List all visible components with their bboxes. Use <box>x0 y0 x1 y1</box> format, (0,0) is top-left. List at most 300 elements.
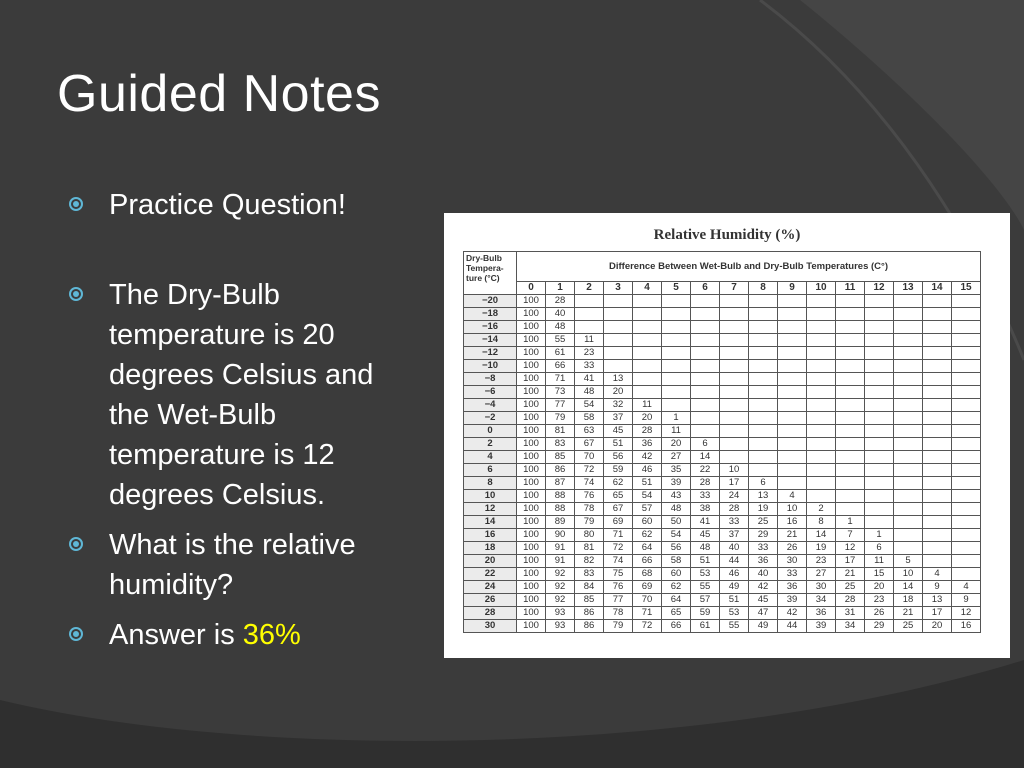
row-header: 22 <box>464 568 517 581</box>
table-cell: 65 <box>604 490 633 503</box>
table-cell: 66 <box>662 620 691 633</box>
table-cell: 47 <box>749 607 778 620</box>
table-cell <box>807 438 836 451</box>
table-cell: 49 <box>749 620 778 633</box>
table-cell <box>662 386 691 399</box>
row-header: −8 <box>464 373 517 386</box>
difference-header: Difference Between Wet-Bulb and Dry-Bulb Temperatures (C°) <box>517 252 981 282</box>
table-row <box>464 568 981 581</box>
table-cell: 43 <box>662 490 691 503</box>
table-cell: 46 <box>720 568 749 581</box>
table-row <box>464 620 981 633</box>
table-cell <box>604 321 633 334</box>
table-cell: 100 <box>517 360 546 373</box>
table-cell: 55 <box>691 581 720 594</box>
table-cell: 68 <box>633 568 662 581</box>
column-header: 4 <box>633 282 662 295</box>
table-cell <box>923 399 952 412</box>
table-cell <box>778 477 807 490</box>
table-cell: 100 <box>517 347 546 360</box>
table-cell <box>604 295 633 308</box>
table-cell <box>865 412 894 425</box>
table-cell <box>865 295 894 308</box>
table-cell <box>894 334 923 347</box>
table-cell: 100 <box>517 425 546 438</box>
table-cell <box>952 399 981 412</box>
table-cell: 65 <box>662 607 691 620</box>
table-cell: 6 <box>865 542 894 555</box>
table-cell: 40 <box>546 308 575 321</box>
table-cell: 50 <box>662 516 691 529</box>
table-cell: 100 <box>517 386 546 399</box>
table-cell: 64 <box>662 594 691 607</box>
table-cell <box>749 399 778 412</box>
table-cell: 44 <box>778 620 807 633</box>
table-cell: 85 <box>575 594 604 607</box>
table-cell: 1 <box>836 516 865 529</box>
table-cell: 6 <box>691 438 720 451</box>
column-header: 9 <box>778 282 807 295</box>
row-header: 24 <box>464 581 517 594</box>
table-cell <box>807 477 836 490</box>
table-cell <box>836 451 865 464</box>
table-cell: 17 <box>836 555 865 568</box>
table-cell <box>836 464 865 477</box>
row-header: −14 <box>464 334 517 347</box>
table-cell <box>662 308 691 321</box>
table-row <box>464 438 981 451</box>
table-cell <box>923 347 952 360</box>
table-cell: 72 <box>575 464 604 477</box>
table-cell: 79 <box>546 412 575 425</box>
table-cell: 73 <box>546 386 575 399</box>
table-cell <box>923 464 952 477</box>
table-cell <box>865 308 894 321</box>
row-header: 16 <box>464 529 517 542</box>
column-header: 3 <box>604 282 633 295</box>
table-cell: 71 <box>633 607 662 620</box>
table-cell: 82 <box>575 555 604 568</box>
table-cell <box>952 386 981 399</box>
table-cell <box>662 321 691 334</box>
table-row <box>464 334 981 347</box>
row-header: 4 <box>464 451 517 464</box>
table-cell: 100 <box>517 542 546 555</box>
table-cell: 100 <box>517 607 546 620</box>
row-header: −16 <box>464 321 517 334</box>
table-cell: 79 <box>604 620 633 633</box>
table-cell: 100 <box>517 334 546 347</box>
table-cell: 13 <box>749 490 778 503</box>
table-cell: 48 <box>546 321 575 334</box>
table-cell: 2 <box>807 503 836 516</box>
table-cell <box>836 334 865 347</box>
table-cell: 22 <box>691 464 720 477</box>
table-cell: 78 <box>604 607 633 620</box>
table-cell: 28 <box>546 295 575 308</box>
table-cell: 33 <box>575 360 604 373</box>
row-header: −4 <box>464 399 517 412</box>
row-header: −6 <box>464 386 517 399</box>
table-row <box>464 373 981 386</box>
column-header: 2 <box>575 282 604 295</box>
table-cell: 76 <box>575 490 604 503</box>
table-row <box>464 399 981 412</box>
table-cell <box>720 412 749 425</box>
table-cell <box>807 347 836 360</box>
table-cell: 76 <box>604 581 633 594</box>
table-cell: 20 <box>662 438 691 451</box>
column-header: 13 <box>894 282 923 295</box>
slide-title: Guided Notes <box>57 65 381 123</box>
table-row <box>464 477 981 490</box>
table-cell <box>575 295 604 308</box>
table-cell <box>923 308 952 321</box>
table-cell <box>836 477 865 490</box>
table-cell: 10 <box>778 503 807 516</box>
table-cell: 91 <box>546 555 575 568</box>
table-cell <box>836 295 865 308</box>
table-cell <box>807 451 836 464</box>
row-header: 2 <box>464 438 517 451</box>
table-cell <box>894 399 923 412</box>
table-cell: 19 <box>807 542 836 555</box>
table-cell: 61 <box>691 620 720 633</box>
table-cell <box>604 334 633 347</box>
table-cell <box>633 347 662 360</box>
table-cell <box>807 321 836 334</box>
table-cell: 100 <box>517 438 546 451</box>
table-cell: 20 <box>604 386 633 399</box>
table-cell: 41 <box>575 373 604 386</box>
table-cell <box>662 295 691 308</box>
table-cell: 100 <box>517 594 546 607</box>
table-cell: 6 <box>749 477 778 490</box>
table-cell: 27 <box>807 568 836 581</box>
table-cell <box>720 425 749 438</box>
table-cell <box>662 347 691 360</box>
table-cell <box>894 412 923 425</box>
table-cell: 14 <box>691 451 720 464</box>
table-cell: 29 <box>749 529 778 542</box>
table-cell <box>778 360 807 373</box>
table-cell: 21 <box>836 568 865 581</box>
table-cell: 77 <box>604 594 633 607</box>
table-cell: 14 <box>807 529 836 542</box>
table-cell <box>894 438 923 451</box>
table-cell: 36 <box>633 438 662 451</box>
table-cell <box>952 490 981 503</box>
row-header: −10 <box>464 360 517 373</box>
table-row <box>464 503 981 516</box>
table-cell: 74 <box>575 477 604 490</box>
table-cell: 92 <box>546 581 575 594</box>
table-cell: 78 <box>575 503 604 516</box>
table-cell <box>575 321 604 334</box>
table-cell: 39 <box>662 477 691 490</box>
table-cell <box>836 425 865 438</box>
table-cell <box>923 555 952 568</box>
table-cell: 20 <box>865 581 894 594</box>
table-cell: 10 <box>894 568 923 581</box>
table-cell: 20 <box>633 412 662 425</box>
table-cell <box>894 451 923 464</box>
bullet-icon <box>69 537 83 551</box>
table-cell <box>720 347 749 360</box>
table-cell <box>865 490 894 503</box>
table-cell: 40 <box>749 568 778 581</box>
table-cell <box>662 399 691 412</box>
table-cell <box>836 373 865 386</box>
table-cell: 66 <box>546 360 575 373</box>
row-header: 28 <box>464 607 517 620</box>
table-cell <box>604 308 633 321</box>
table-cell: 7 <box>836 529 865 542</box>
table-cell: 67 <box>604 503 633 516</box>
table-cell <box>807 425 836 438</box>
table-cell <box>720 386 749 399</box>
table-cell: 77 <box>546 399 575 412</box>
table-cell: 100 <box>517 399 546 412</box>
table-cell: 63 <box>575 425 604 438</box>
row-header: 12 <box>464 503 517 516</box>
table-cell: 87 <box>546 477 575 490</box>
table-row <box>464 386 981 399</box>
table-cell <box>865 438 894 451</box>
table-cell: 56 <box>604 451 633 464</box>
column-header: 14 <box>923 282 952 295</box>
table-cell <box>894 386 923 399</box>
table-cell <box>952 568 981 581</box>
table-cell <box>923 360 952 373</box>
table-cell <box>865 516 894 529</box>
table-cell: 56 <box>662 542 691 555</box>
column-header: 6 <box>691 282 720 295</box>
table-cell: 28 <box>633 425 662 438</box>
table-cell <box>894 425 923 438</box>
table-cell: 25 <box>749 516 778 529</box>
table-cell: 49 <box>720 581 749 594</box>
table-row <box>464 308 981 321</box>
row-header: 18 <box>464 542 517 555</box>
table-cell: 92 <box>546 568 575 581</box>
table-cell <box>923 477 952 490</box>
table-cell <box>807 373 836 386</box>
table-cell: 70 <box>575 451 604 464</box>
table-cell <box>778 347 807 360</box>
table-cell: 85 <box>546 451 575 464</box>
table-cell <box>749 373 778 386</box>
table-row <box>464 360 981 373</box>
table-cell <box>749 321 778 334</box>
column-header: 1 <box>546 282 575 295</box>
table-cell: 24 <box>720 490 749 503</box>
table-cell: 20 <box>923 620 952 633</box>
bullet-text: What is the relative humidity? <box>109 529 356 601</box>
table-cell: 64 <box>633 542 662 555</box>
table-cell <box>749 412 778 425</box>
table-cell: 67 <box>575 438 604 451</box>
table-cell: 81 <box>546 425 575 438</box>
row-header: 6 <box>464 464 517 477</box>
table-cell <box>633 295 662 308</box>
table-cell <box>836 438 865 451</box>
table-cell: 72 <box>633 620 662 633</box>
table-cell <box>749 308 778 321</box>
table-cell: 54 <box>633 490 662 503</box>
table-cell: 60 <box>662 568 691 581</box>
table-cell: 91 <box>546 542 575 555</box>
table-cell: 100 <box>517 373 546 386</box>
column-header: 12 <box>865 282 894 295</box>
table-row <box>464 490 981 503</box>
table-cell <box>894 295 923 308</box>
table-cell <box>923 542 952 555</box>
table-cell: 33 <box>691 490 720 503</box>
table-cell <box>720 321 749 334</box>
table-cell <box>865 399 894 412</box>
table-cell: 69 <box>604 516 633 529</box>
table-cell <box>923 334 952 347</box>
table-cell: 100 <box>517 321 546 334</box>
table-cell <box>836 399 865 412</box>
table-cell <box>662 360 691 373</box>
table-cell: 12 <box>952 607 981 620</box>
table-cell <box>836 321 865 334</box>
table-cell: 79 <box>575 516 604 529</box>
table-cell <box>865 425 894 438</box>
table-cell <box>604 347 633 360</box>
table-cell <box>923 386 952 399</box>
table-cell <box>894 529 923 542</box>
table-cell <box>778 399 807 412</box>
table-row <box>464 516 981 529</box>
table-cell: 100 <box>517 516 546 529</box>
table-row <box>464 425 981 438</box>
table-cell <box>952 451 981 464</box>
table-cell <box>952 438 981 451</box>
table-cell <box>691 360 720 373</box>
bullet-text: The Dry-Bulb temperature is 20 degrees Celsius and the Wet-Bulb temperature is 12 degrees Celsius. <box>109 279 374 511</box>
table-cell <box>720 438 749 451</box>
row-header: −20 <box>464 295 517 308</box>
table-cell: 4 <box>952 581 981 594</box>
table-cell: 93 <box>546 620 575 633</box>
table-cell <box>691 399 720 412</box>
table-cell: 37 <box>604 412 633 425</box>
table-cell: 92 <box>546 594 575 607</box>
table-cell <box>807 295 836 308</box>
table-cell <box>952 464 981 477</box>
table-row <box>464 464 981 477</box>
table-cell <box>720 360 749 373</box>
table-cell: 26 <box>865 607 894 620</box>
table-cell <box>952 295 981 308</box>
table-cell: 61 <box>546 347 575 360</box>
table-cell: 46 <box>633 464 662 477</box>
table-cell <box>691 295 720 308</box>
table-cell: 71 <box>604 529 633 542</box>
table-cell <box>865 360 894 373</box>
table-cell: 100 <box>517 620 546 633</box>
table-cell <box>749 386 778 399</box>
table-cell: 45 <box>691 529 720 542</box>
table-cell: 11 <box>662 425 691 438</box>
table-cell: 100 <box>517 568 546 581</box>
table-cell: 100 <box>517 451 546 464</box>
drybulb-header-line: ture (°C) <box>466 273 500 283</box>
table-cell <box>633 321 662 334</box>
table-cell: 23 <box>865 594 894 607</box>
table-cell: 62 <box>633 529 662 542</box>
table-cell <box>865 334 894 347</box>
table-cell <box>749 451 778 464</box>
row-header: 0 <box>464 425 517 438</box>
drybulb-header-line: Dry-Bulb <box>466 253 502 263</box>
row-header: 10 <box>464 490 517 503</box>
table-cell <box>720 373 749 386</box>
table-cell: 42 <box>633 451 662 464</box>
table-cell <box>952 425 981 438</box>
table-cell <box>778 451 807 464</box>
table-row <box>464 321 981 334</box>
table-cell <box>952 360 981 373</box>
table-cell: 53 <box>720 607 749 620</box>
column-header: 11 <box>836 282 865 295</box>
table-cell: 51 <box>720 594 749 607</box>
table-cell: 33 <box>749 542 778 555</box>
table-cell: 100 <box>517 581 546 594</box>
table-cell: 1 <box>865 529 894 542</box>
table-cell <box>778 308 807 321</box>
table-cell <box>923 295 952 308</box>
table-cell <box>923 373 952 386</box>
table-cell <box>865 477 894 490</box>
table-cell <box>952 477 981 490</box>
table-cell: 40 <box>720 542 749 555</box>
table-cell: 37 <box>720 529 749 542</box>
table-cell: 26 <box>778 542 807 555</box>
table-cell: 86 <box>546 464 575 477</box>
table-cell <box>749 347 778 360</box>
table-cell: 23 <box>807 555 836 568</box>
table-cell: 31 <box>836 607 865 620</box>
table-cell <box>807 399 836 412</box>
table-cell: 28 <box>836 594 865 607</box>
table-cell: 34 <box>836 620 865 633</box>
table-cell <box>836 347 865 360</box>
table-cell <box>952 347 981 360</box>
table-cell <box>691 386 720 399</box>
table-cell: 33 <box>778 568 807 581</box>
row-header: 30 <box>464 620 517 633</box>
drybulb-header <box>464 252 517 295</box>
table-cell <box>691 412 720 425</box>
column-header: 10 <box>807 282 836 295</box>
table-cell: 93 <box>546 607 575 620</box>
table-cell: 16 <box>778 516 807 529</box>
table-cell <box>952 503 981 516</box>
table-cell: 51 <box>633 477 662 490</box>
table-cell <box>807 490 836 503</box>
answer-value: 36% <box>242 619 301 651</box>
table-cell: 75 <box>604 568 633 581</box>
table-cell: 30 <box>807 581 836 594</box>
table-cell: 100 <box>517 555 546 568</box>
table-cell: 11 <box>633 399 662 412</box>
table-cell: 9 <box>952 594 981 607</box>
table-cell: 13 <box>604 373 633 386</box>
